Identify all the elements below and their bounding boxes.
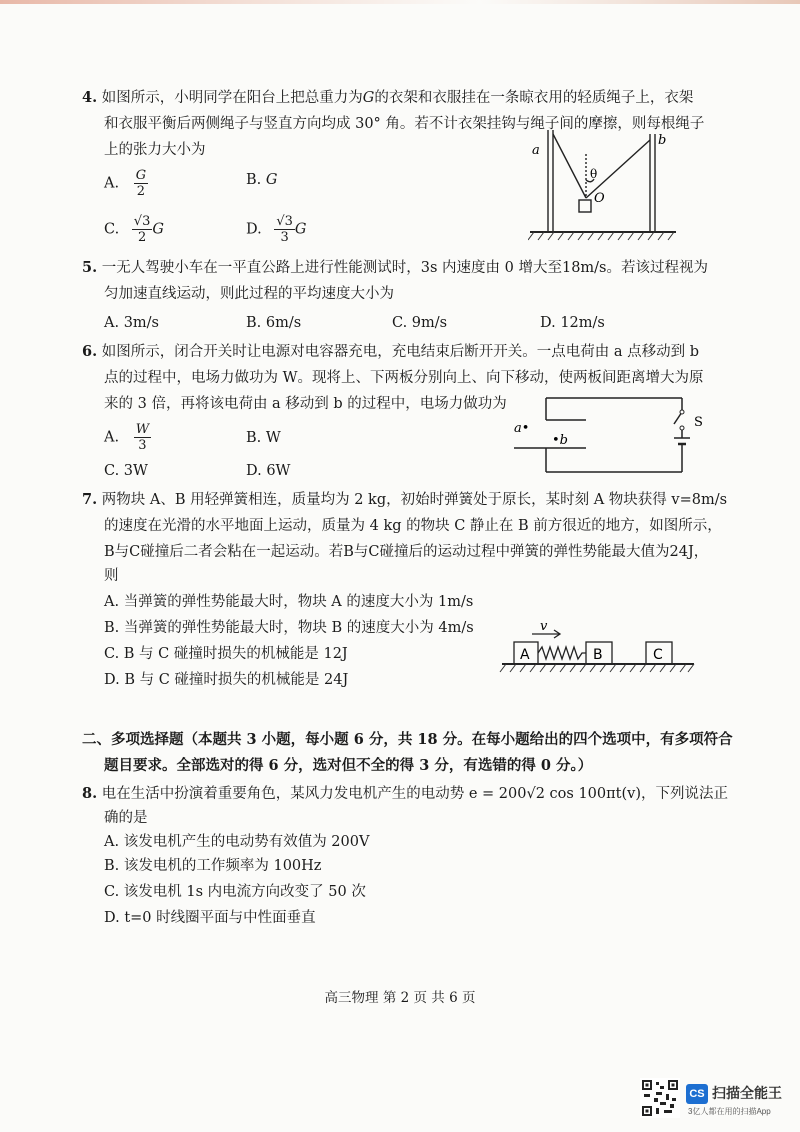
section2-heading-line1: 二、多项选择题（本题共 3 小题，每小题 6 分，共 18 分。在每小题给出的四个选项中，有多项符合 (82, 731, 733, 748)
q5-option-d: D. 12m/s (540, 315, 605, 331)
spring (538, 647, 586, 659)
label-theta: θ (590, 167, 598, 181)
q6-line1: 6. 如图所示，闭合开关时让电源对电容器充电，充电结束后断开开关。一点电荷由 a 点移动到 b (82, 343, 700, 360)
q4-line1: 4. 如图所示，小明同学在阳台上把总重力为G的衣架和衣服挂在一条晾衣用的轻质绳子上，衣架 (82, 89, 694, 106)
camscanner-logo-icon: CS (686, 1084, 708, 1104)
q7-line2: 的速度在光滑的水平地面上运动，质量为 4 kg 的物块 C 静止在 B 前方很近的地方，如图所示， (104, 518, 722, 534)
q6-option-c: C. 3W (104, 463, 148, 479)
q8-line2: 确的是 (104, 810, 148, 826)
q6-option-d: D. 6W (246, 463, 291, 479)
q7-line3: B与C碰撞后二者会粘在一起运动。若B与C碰撞后的运动过程中弹簧的弹性势能最大值为24J， (104, 544, 709, 560)
camscanner-tagline: 3亿人都在用的扫描App (688, 1107, 771, 1116)
q4-option-d: D. $\frac{√3}{3}$ G (246, 214, 307, 245)
q4-clothesline-figure (528, 124, 678, 242)
label-a: a• (514, 421, 530, 436)
q8-option-c: C. 该发电机 1s 内电流方向改变了 50 次 (104, 884, 366, 900)
q4-option-a: A. $\frac{G}{2}$ (104, 168, 147, 199)
q7-blocks-figure (498, 620, 700, 678)
q8-option-b: B. 该发电机的工作频率为 100Hz (104, 858, 322, 874)
label-block-b: B (593, 647, 603, 663)
section2-heading-line2: 题目要求。全部选对的得 6 分，选对但不全的得 3 分，有选错的得 0 分。） (104, 757, 593, 774)
q5-line1: 5. 一无人驾驶小车在一平直公路上进行性能测试时，3s 内速度由 0 增大至18m/s。若该过程视为 (82, 259, 708, 276)
q7-option-b: B. 当弹簧的弹性势能最大时，物块 B 的速度大小为 4m/s (104, 620, 474, 636)
label-block-c: C (653, 647, 663, 663)
q7-line1: 7. 两物块 A、B 用轻弹簧相连，质量均为 2 kg，初始时弹簧处于原长，某时刻 A 物块获得 v=8m/s (82, 491, 728, 508)
q4-option-c: C. $\frac{√3}{2}$ G (104, 214, 164, 245)
qr-code-icon (640, 1078, 680, 1118)
label-b: b (658, 133, 667, 148)
q4-line2: 和衣服平衡后两侧绳子与竖直方向均成 30° 角。若不计衣架挂钩与绳子间的摩擦，则每根绳子 (104, 116, 705, 132)
q8-line1: 8. 电在生活中扮演着重要角色，某风力发电机产生的电动势 e = 200√2 cos 100πt(v)，下列说法正 (82, 785, 728, 802)
label-b: •b (552, 433, 568, 448)
q5-line2: 匀加速直线运动，则此过程的平均速度大小为 (104, 286, 394, 302)
q6-line2: 点的过程中，电场力做功为 W。现将上、下两板分别向上、向下移动，使两板间距离增大为原 (104, 370, 704, 386)
q5-option-c: C. 9m/s (392, 315, 448, 331)
camscanner-name: 扫描全能王 (712, 1085, 782, 1101)
q4-line3: 上的张力大小为 (104, 142, 206, 158)
q7-line4: 则 (104, 568, 119, 584)
label-s: S (694, 415, 703, 430)
label-v: v (540, 620, 548, 634)
q5-option-b: B. 6m/s (246, 315, 302, 331)
page-edge (0, 0, 800, 4)
q5-option-a: A. 3m/s (104, 315, 159, 331)
label-o: O (594, 191, 605, 206)
q6-option-a: A. $\frac{W}{3}$ (104, 422, 150, 453)
q8-option-a: A. 该发电机产生的电动势有效值为 200V (104, 834, 370, 850)
q6-option-b: B. W (246, 430, 281, 446)
q7-option-a: A. 当弹簧的弹性势能最大时，物块 A 的速度大小为 1m/s (104, 594, 474, 610)
q4-option-b: B. G (246, 172, 278, 188)
q7-option-d: D. B 与 C 碰撞时损失的机械能是 24J (104, 672, 349, 688)
label-a: a (532, 143, 540, 158)
q6-line3: 来的 3 倍，再将该电荷由 a 移动到 b 的过程中，电场力做功为 (104, 396, 507, 412)
q6-capacitor-figure (506, 392, 716, 482)
hanger-box (579, 200, 591, 212)
q7-option-c: C. B 与 C 碰撞时损失的机械能是 12J (104, 646, 348, 662)
label-block-a: A (520, 647, 530, 663)
q8-option-d: D. t=0 时线圈平面与中性面垂直 (104, 910, 316, 926)
rope-left (553, 134, 586, 198)
page-footer: 高三物理 第 2 页 共 6 页 (324, 990, 476, 1006)
